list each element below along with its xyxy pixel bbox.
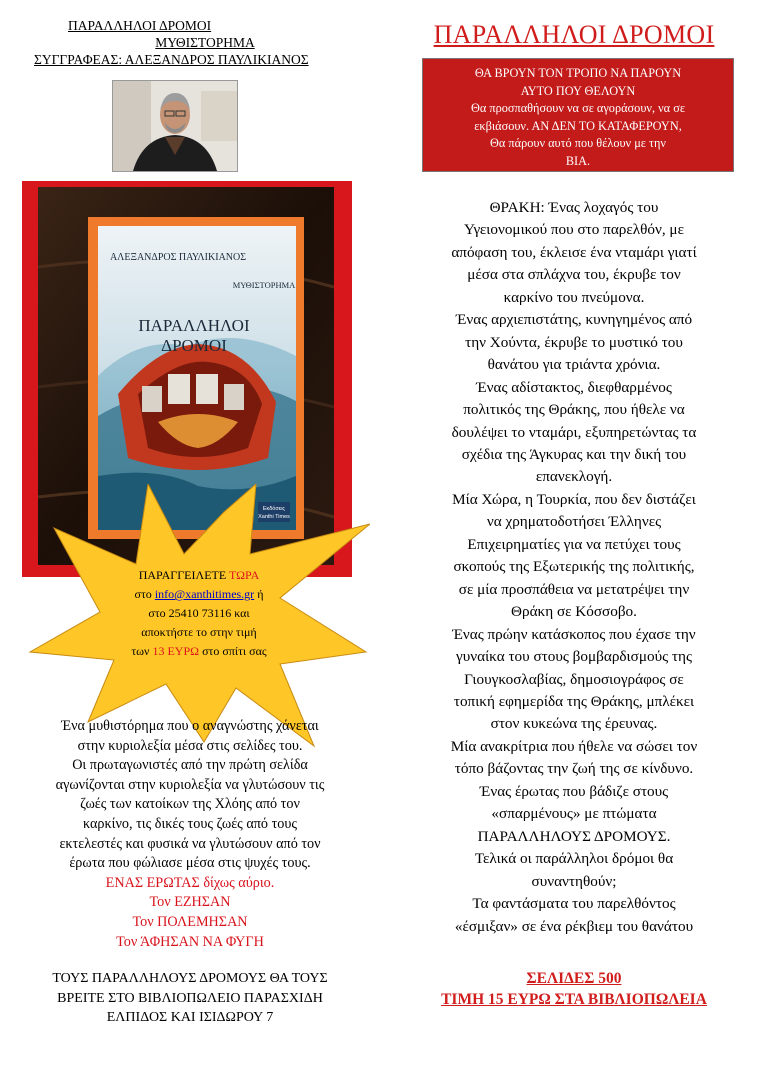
synopsis-line: Μία Χώρα, η Τουρκία, που δεν διστάζει [452, 490, 696, 508]
left-body-line: έρωτα που φώλιασε μέσα στις ψυχές τους. [69, 855, 311, 872]
left-body-line: εκτελεστές και φυσικά να γλυτώσουν από τον [59, 835, 321, 852]
offer-block [100, 566, 298, 661]
tagline-line: ΘΑ ΒΡΟΥΝ ΤΟΝ ΤΡΟΠΟ ΝΑ ΠΑΡΟΥΝ [474, 66, 682, 80]
bookstore-info [18, 969, 362, 1028]
synopsis-line: τοπική εφημερίδα της Θράκης, μπλέκει [453, 692, 695, 710]
synopsis-line: θανάτου για τριάντα χρόνια. [487, 356, 661, 374]
offer-order-now: ΤΩΡΑ [228, 568, 260, 582]
cover-genre: ΜΥΘΙΣΤΟΡΗΜΑ [232, 280, 296, 290]
left-red-line: ΕΝΑΣ ΕΡΩΤΑΣ δίχως αύριο. [105, 874, 275, 891]
synopsis-line: συναντηθούν; [531, 872, 617, 890]
synopsis-line: μέσα στα σπλάχνα του, έκρυβε τον [467, 266, 681, 284]
offer-price-suffix: στο σπίτι σας [199, 644, 267, 658]
synopsis-line: «σπαρμένους» με πτώματα [491, 805, 657, 823]
author-photo [112, 80, 238, 172]
cover-title-line2: ΔΡΟΜΟΙ [161, 336, 227, 355]
cover-author: ΑΛΕΞΑΝΔΡΟΣ ΠΑΥΛΙΚΙΑΝΟΣ [109, 252, 247, 263]
left-body-line: καρκίνο, τις δικές τους ζωές από τους [82, 815, 298, 832]
publisher-line1: Εκδόσεις [262, 506, 286, 512]
offer-via: στο [134, 587, 155, 601]
header-title: ΠΑΡΑΛΛΗΛΟΙ ΔΡΟΜΟΙ [68, 18, 212, 33]
offer-price: 13 ΕΥΡΩ [152, 644, 200, 658]
synopsis-line: γυναίκα του στους βομβαρδισμούς της [456, 648, 692, 666]
left-red-line: Τον ΠΟΛΕΜΗΣΑΝ [132, 913, 248, 930]
synopsis-line: Ένας αδίστακτος, διεφθαρμένος [476, 378, 672, 396]
synopsis-line: τόπο βάζοντας την ζωή της σε κίνδυνο. [454, 760, 694, 778]
offer-email-link[interactable]: info@xanthitimes.gr [154, 587, 255, 601]
synopsis-line: επανεκλογή. [535, 468, 613, 486]
synopsis-line: Υγειονομικού που στο παρελθόν, με [464, 221, 684, 239]
synopsis-line: σκοπούς της Εξωτερικής της πολιτικής, [453, 558, 695, 576]
offer-receive: αποκτήστε το στην τιμή [141, 625, 257, 639]
synopsis-line: στον κυκεώνα της έρευνας. [490, 715, 658, 733]
synopsis-line: Γιουγκοσλαβίας, δημοσιογράφος σε [464, 670, 684, 688]
synopsis-line: Ένας έρωτας που βάδιζε στους [479, 782, 669, 800]
left-body-line: στην κυριολεξία μέσα στις σελίδες του. [77, 737, 303, 754]
synopsis-line: Ένας πρώην κατάσκοπος που έχασε την [452, 625, 696, 643]
bookstore-line: ΤΟΥΣ ΠΑΡΑΛΛΗΛΟΥΣ ΔΡΟΜΟΥΣ ΘΑ ΤΟΥΣ [52, 971, 328, 986]
tagline-line: ΒΙΑ. [565, 153, 591, 168]
synopsis-line: ΘΡΑΚΗ: Ένας λοχαγός του [489, 199, 659, 216]
right-synopsis [405, 197, 743, 938]
synopsis-line: να χρηματοδοτήσει Έλληνες [486, 513, 662, 531]
synopsis-line: Τελικά οι παράλληλοι δρόμοι θα [474, 850, 674, 868]
left-red-line: Τον ΆΦΗΣΑΝ ΝΑ ΦΥΓΗ [116, 933, 264, 950]
cover-title-line1: ΠΑΡΑΛΛΗΛΟΙ [138, 316, 250, 335]
synopsis-line: απόφαση του, έκλεισε ένα νταμάρι γιατί [451, 243, 697, 261]
pages-count: ΣΕΛΙΔΕΣ 500 [526, 970, 622, 987]
synopsis-line: Επιχειρηματίες για να πετύχει τους [467, 535, 681, 553]
offer-phone: στο 25410 73116 και [148, 606, 250, 620]
left-body-line: ζωές των κατοίκων της Χλόης από τον [80, 796, 300, 813]
left-body-line: αγωνίζονται στην κυριολεξία να γλυτώσουν τις [55, 776, 325, 793]
header-author: ΣΥΓΓΡΑΦΕΑΣ: ΑΛΕΞΑΝΔΡΟΣ ΠΑΥΛΙΚΙΑΝΟΣ [34, 52, 309, 67]
tagline-line: ΑΥΤΟ ΠΟΥ ΘΕΛΟΥΝ [520, 83, 636, 98]
offer-price-prefix: των [131, 644, 153, 658]
offer-or: ή [254, 587, 264, 601]
synopsis-line: σχέδια της Άγκυρας και την δική του [461, 445, 687, 463]
synopsis-line: καρκίνο του πνεύμονα. [503, 288, 645, 306]
bookstore-line: ΒΡΕΙΤΕ ΣΤΟ ΒΙΒΛΙΟΠΩΛΕΙΟ ΠΑΡΑΣΧΙΔΗ [57, 990, 323, 1006]
synopsis-line: ΠΑΡΑΛΛΗΛΟΥΣ ΔΡΟΜΟΥΣ. [477, 827, 671, 845]
retail-price: ΤΙΜΗ 15 ΕΥΡΩ ΣΤΑ ΒΙΒΛΙΟΠΩΛΕΙΑ [441, 991, 707, 1008]
left-body-line: Ένα μυθιστόρημα που ο αναγνώστης χάνεται [61, 718, 319, 734]
header-block [20, 17, 360, 68]
synopsis-line: Ένας αρχιεπιστάτης, κυνηγημένος από [455, 311, 693, 329]
left-red-line: Τον ΕΖΗΣΑΝ [149, 894, 231, 911]
synopsis-line: πολιτικός της Θράκης, που ήθελε να [463, 401, 685, 419]
synopsis-line: «έσμιξαν» σε ένα ρέκβιεμ του θανάτου [454, 917, 694, 935]
synopsis-line: Θράκη σε Κόσσοβο. [511, 603, 637, 621]
publisher-line2: Xanthi Times [258, 514, 290, 520]
tagline-line: Θα προσπαθήσουν να σε αγοράσουν, να σε [471, 101, 685, 115]
bookstore-line: ΕΛΠΙΔΟΣ ΚΑΙ ΙΣΙΔΩΡΟΥ 7 [106, 1010, 274, 1025]
synopsis-line: την Χούντα, έκρυβε το μυστικό του [465, 333, 683, 351]
synopsis-line: Τα φαντάσματα του παρελθόντος [472, 895, 676, 913]
left-body-line: Οι πρωταγωνιστές από την πρώτη σελίδα [72, 757, 308, 774]
tagline-line: Θα πάρουν αυτό που θέλουν με την [490, 136, 666, 150]
offer-order-prefix: ΠΑΡΑΓΓΕΙΛΕΤΕ [138, 568, 229, 582]
tagline-box [422, 58, 734, 172]
pages-price-block [410, 968, 738, 1010]
tagline-line: εκβιάσουν. ΑΝ ΔΕΝ ΤΟ ΚΑΤΑΦΕΡΟΥΝ, [474, 118, 682, 133]
left-description [18, 717, 362, 952]
header-genre: ΜΥΘΙΣΤΟΡΗΜΑ [155, 35, 255, 50]
main-title: ΠΑΡΑΛΛΗΛΟΙ ΔΡΟΜΟΙ [433, 20, 715, 49]
synopsis-line: δουλέψει το νταμάρι, εξυπηρετώντας τα [451, 423, 697, 441]
synopsis-line: Μία ανακρίτρια που ήθελε να σώσει τον [450, 737, 698, 755]
synopsis-line: σε μία προσπάθεια να μετατρέψει την [458, 580, 690, 598]
